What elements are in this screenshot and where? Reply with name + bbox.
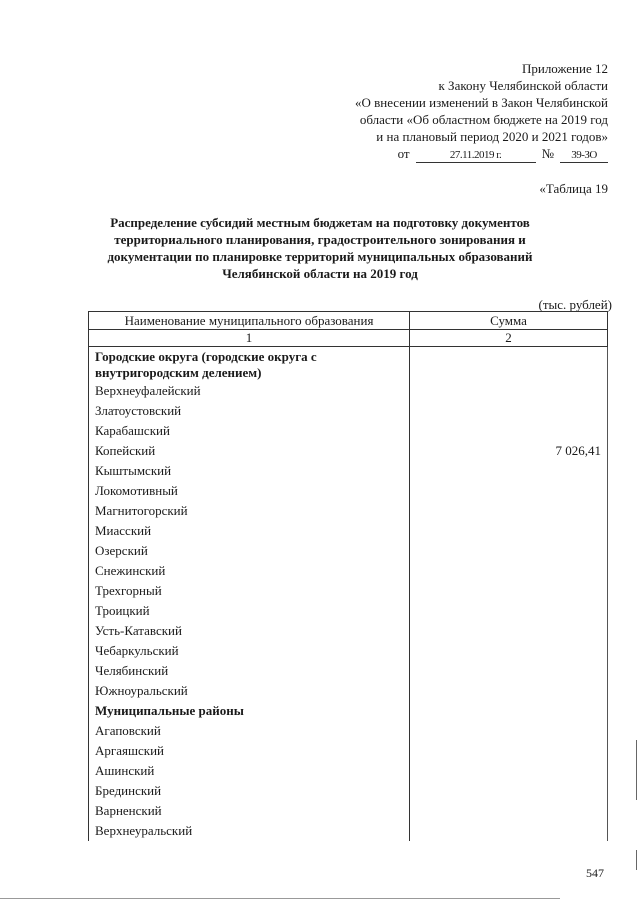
municipality-name: Брединский	[88, 781, 410, 801]
law-date: 27.11.2019 г.	[416, 149, 536, 163]
group-name: Городские округа (городские округа с внутригородским делением)	[88, 347, 410, 381]
municipality-name: Чебаркульский	[88, 641, 410, 661]
table-row	[88, 641, 608, 661]
municipality-name: Магнитогорский	[88, 501, 410, 521]
subsidy-sum	[410, 561, 608, 581]
municipality-name: Озерский	[88, 541, 410, 561]
table-row	[88, 621, 608, 641]
subsidy-sum	[410, 381, 608, 401]
subsidy-sum	[410, 401, 608, 421]
group-sum	[410, 701, 608, 721]
table-row	[88, 741, 608, 761]
municipality-name: Ашинский	[88, 761, 410, 781]
table-row	[88, 421, 608, 441]
table-row	[88, 581, 608, 601]
subsidy-sum	[410, 681, 608, 701]
scan-edge-mark	[636, 740, 637, 800]
subsidy-sum	[410, 581, 608, 601]
appendix-line-4: области «Об областном бюджете на 2019 год	[359, 112, 608, 127]
subsidy-sum	[410, 421, 608, 441]
municipality-name: Кыштымский	[88, 461, 410, 481]
subsidy-sum	[410, 481, 608, 501]
table-row	[88, 721, 608, 741]
subsidy-sum	[410, 541, 608, 561]
law-signature-line	[278, 145, 608, 163]
column-number-2: 2	[410, 330, 608, 346]
table-header-row	[88, 311, 608, 330]
appendix-line-1: Приложение 12	[521, 61, 608, 76]
appendix-block	[278, 60, 608, 163]
header-municipality: Наименование муниципального образования	[88, 312, 410, 329]
municipality-name: Варненский	[88, 801, 410, 821]
subsidy-sum: 7 026,41	[410, 441, 608, 461]
table-row	[88, 601, 608, 621]
subsidy-sum	[410, 721, 608, 741]
scan-footer-line	[0, 898, 560, 899]
municipality-name: Карабашский	[88, 421, 410, 441]
subsidy-sum	[410, 741, 608, 761]
subsidy-sum	[410, 821, 608, 841]
table-row	[88, 761, 608, 781]
table-row	[88, 461, 608, 481]
group-row-municipal-districts	[88, 701, 608, 721]
table-row	[88, 781, 608, 801]
subsidy-sum	[410, 801, 608, 821]
table-row	[88, 501, 608, 521]
table-row	[88, 521, 608, 541]
table-row	[88, 441, 608, 461]
group-sum	[410, 347, 608, 381]
page-number: 547	[586, 866, 604, 880]
scan-edge-mark	[636, 850, 637, 870]
municipality-name: Верхнеуральский	[88, 821, 410, 841]
municipality-name: Локомотивный	[88, 481, 410, 501]
subsidy-sum	[410, 661, 608, 681]
table-row	[88, 801, 608, 821]
subsidy-sum	[410, 601, 608, 621]
table-row	[88, 681, 608, 701]
subsidy-sum	[410, 641, 608, 661]
municipality-name: Трехгорный	[88, 581, 410, 601]
municipality-name: Челябинский	[88, 661, 410, 681]
municipality-name: Усть-Катавский	[88, 621, 410, 641]
document-title: Распределение субсидий местным бюджетам на подготовку документов территориального планирования, градостроительного зонирования и документации по планировке территорий муниципальных образований Челябинской области на 2019 год	[107, 215, 533, 281]
table-row	[88, 481, 608, 501]
law-number: 39-ЗО	[560, 149, 608, 163]
municipality-name: Аргаяшский	[88, 741, 410, 761]
group-row-urban-districts	[88, 347, 608, 381]
municipality-name: Миасский	[88, 521, 410, 541]
group-name: Муниципальные районы	[88, 701, 410, 721]
subsidy-sum	[410, 781, 608, 801]
table-body	[88, 347, 608, 841]
subsidy-table	[88, 311, 608, 841]
municipality-name: Снежинский	[88, 561, 410, 581]
table-label: «Таблица 19	[539, 181, 608, 196]
column-number-row	[88, 330, 608, 347]
municipality-name: Южноуральский	[88, 681, 410, 701]
municipality-name: Копейский	[88, 441, 410, 461]
number-label: №	[541, 146, 554, 161]
subsidy-sum	[410, 621, 608, 641]
header-sum: Сумма	[410, 312, 608, 329]
appendix-line-2: к Закону Челябинской области	[438, 78, 608, 93]
table-row	[88, 561, 608, 581]
municipality-name: Верхнеуфалейский	[88, 381, 410, 401]
appendix-line-5: и на плановый период 2020 и 2021 годов»	[376, 129, 608, 144]
table-row	[88, 661, 608, 681]
table-row	[88, 821, 608, 841]
subsidy-sum	[410, 461, 608, 481]
units-label: (тыс. рублей)	[538, 297, 612, 312]
municipality-name: Златоустовский	[88, 401, 410, 421]
appendix-line-3: «О внесении изменений в Закон Челябинской	[354, 95, 608, 110]
subsidy-sum	[410, 521, 608, 541]
from-label: от	[397, 146, 410, 161]
table-row	[88, 541, 608, 561]
column-number-1: 1	[88, 330, 410, 346]
table-row	[88, 381, 608, 401]
subsidy-sum	[410, 501, 608, 521]
subsidy-sum	[410, 761, 608, 781]
municipality-name: Троицкий	[88, 601, 410, 621]
table-row	[88, 401, 608, 421]
municipality-name: Агаповский	[88, 721, 410, 741]
